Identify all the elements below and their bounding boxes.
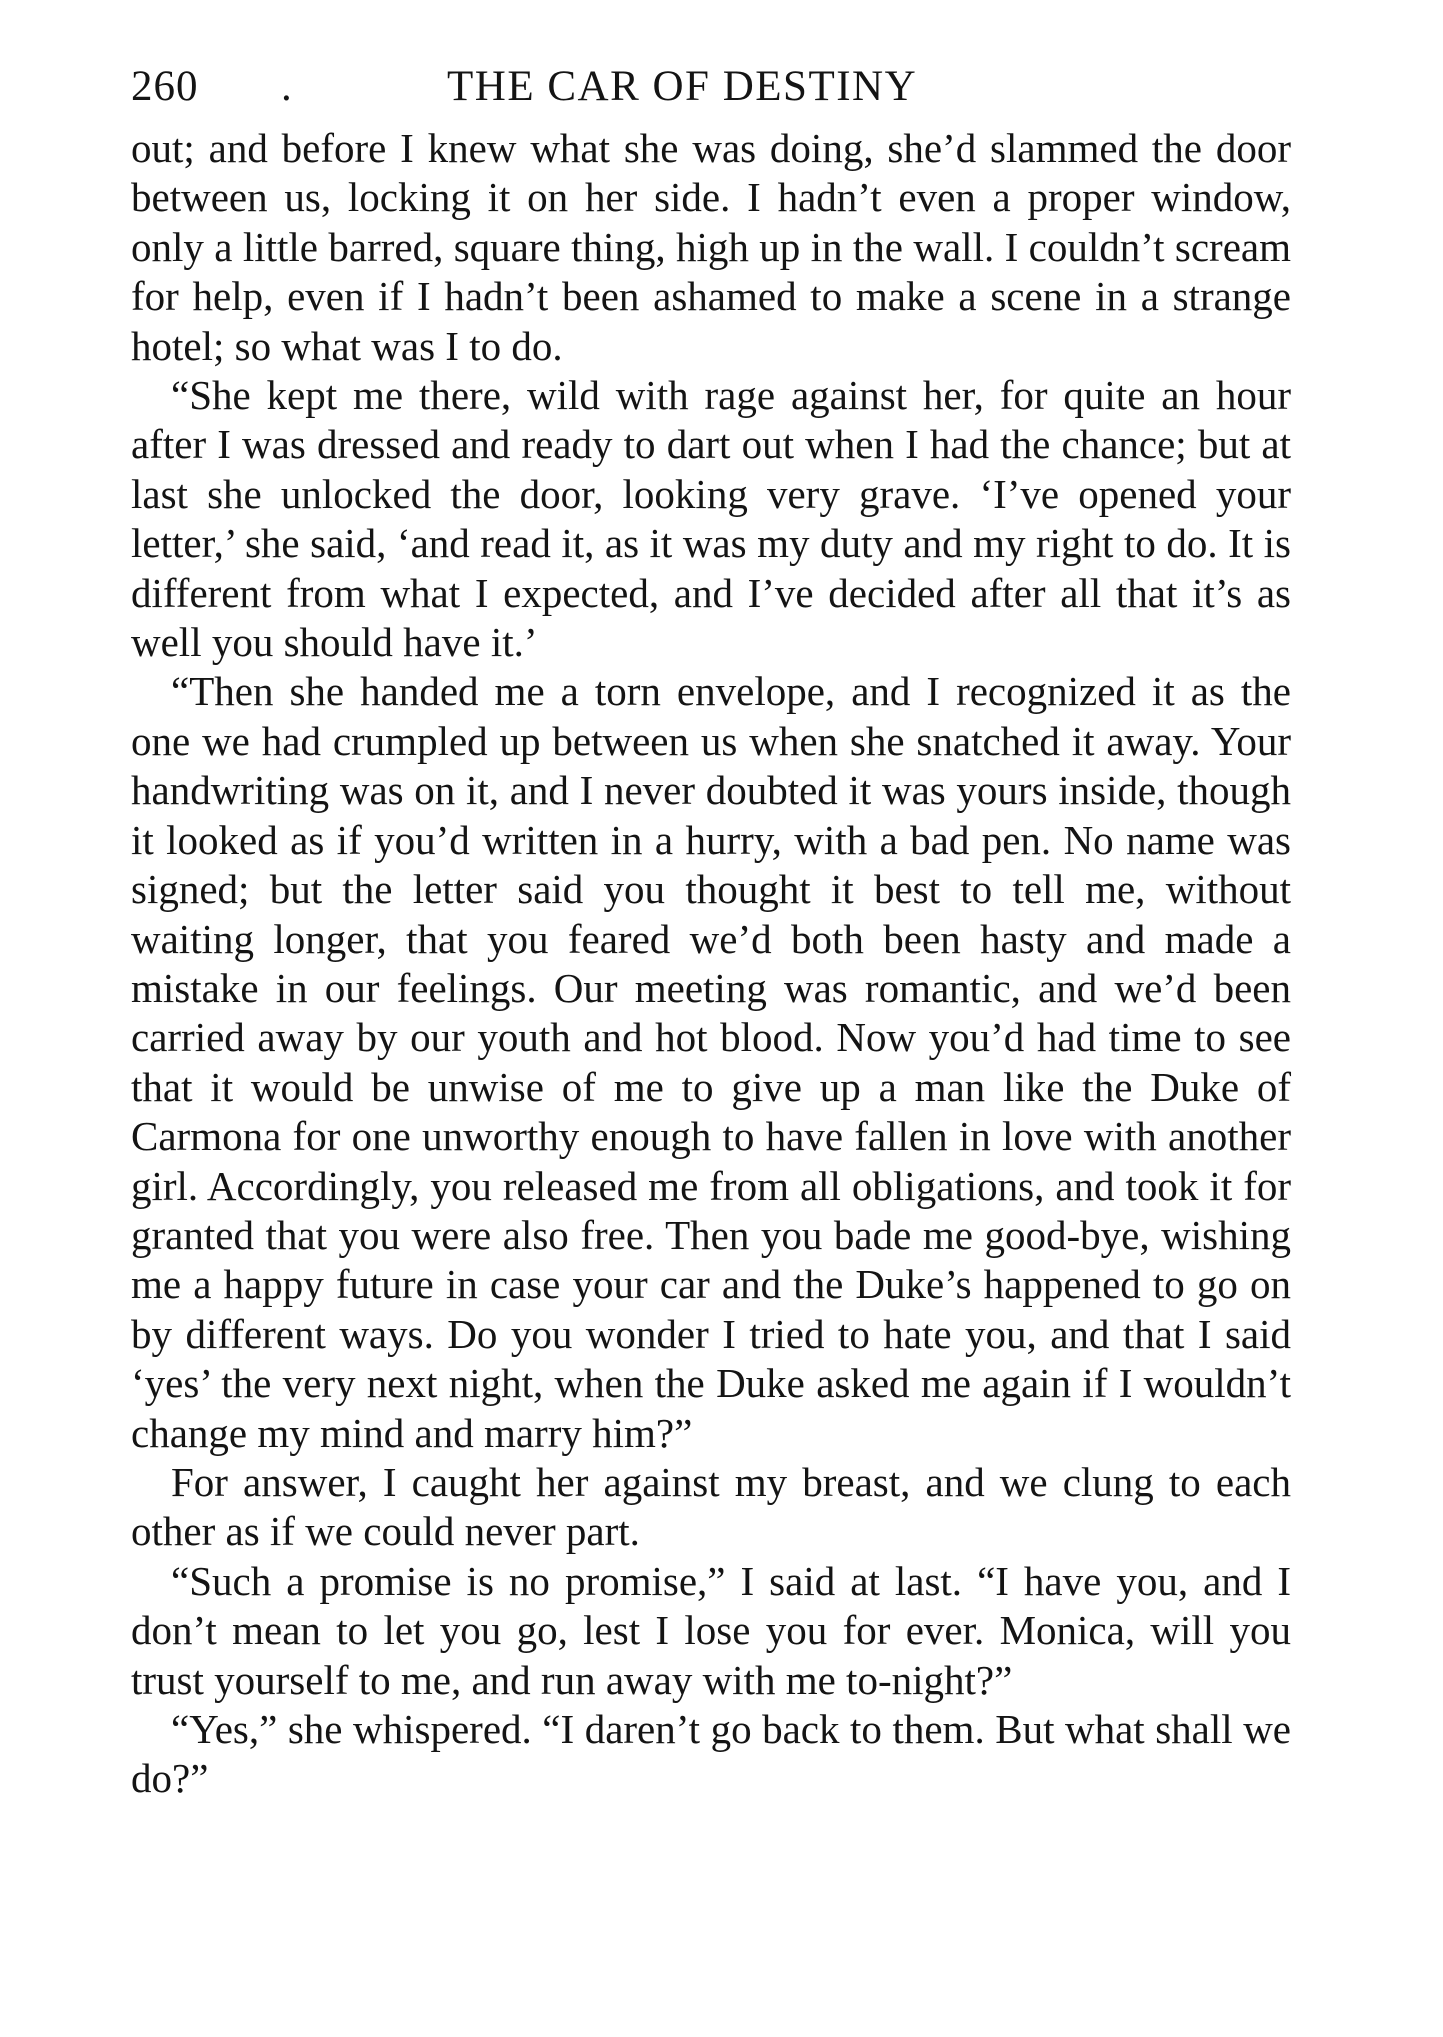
paragraph-continuation: out; and before I knew what she was doing, she’d slammed the door between us, locking it on her side. I hadn’t even a proper window, only a little barred, square thing, high up in the wall. I couldn’t scream for help, even if I hadn’t been ashamed to make a scene in a strange hotel; so what was I to do. <box>131 125 1291 369</box>
paragraph: “Yes,” she whispered. “I daren’t go back to them. But what shall we do?” <box>131 1706 1291 1802</box>
paragraph: “Then she handed me a torn envelope, and I recognized it as the one we had crumpled up between us when she snatched it away. Your handwriting was on it, and I never doubted it was yours inside, though it looked as if you’d written in a hurry, with a bad pen. No name was signed; but the letter said you thought it best to tell me, without waiting longer, that you feared we’d both been hasty and made a mistake in our feelings. Our meeting was romantic, and we’d been carried away by our youth and hot blood. Now you’d had time to see that it would be unwise of me to give up a man like the Duke of Carmona for one unworthy enough to have fallen in love with another girl. Accordingly, you released me from all obligations, and took it for granted that you were also free. Then you bade me good-bye, wishing me a happy future in case your car and the Duke’s happened to go on by different ways. Do you wonder I tried to hate you, and that I said ‘yes’ the very next night, when the Duke asked me again if I wouldn’t change my mind and marry him?” <box>131 668 1291 1456</box>
paragraph: “Such a promise is no promise,” I said at last. “I have you, and I don’t mean to let you go, lest I lose you for ever. Monica, will you trust yourself to me, and run away with me to-night?” <box>131 1557 1291 1703</box>
running-head-separator: . <box>281 63 293 110</box>
page-number: 260 <box>131 63 199 110</box>
running-title: THE CAR OF DESTINY <box>447 63 918 110</box>
book-page <box>131 52 1291 1804</box>
paragraph: For answer, I caught her against my breast, and we clung to each other as if we could never part. <box>131 1458 1291 1555</box>
paragraph: “She kept me there, wild with rage against her, for quite an hour after I was dressed and ready to dart out when I had the chance; but at last she unlocked the door, looking very grave. ‘I’ve opened your letter,’ she said, ‘and read it, as it was my duty and my right to do. It is different from what I expected, and I’ve decided after all that it’s as well you should have it.’ <box>131 372 1291 666</box>
body-text <box>131 124 1291 1804</box>
running-head <box>131 52 1291 122</box>
